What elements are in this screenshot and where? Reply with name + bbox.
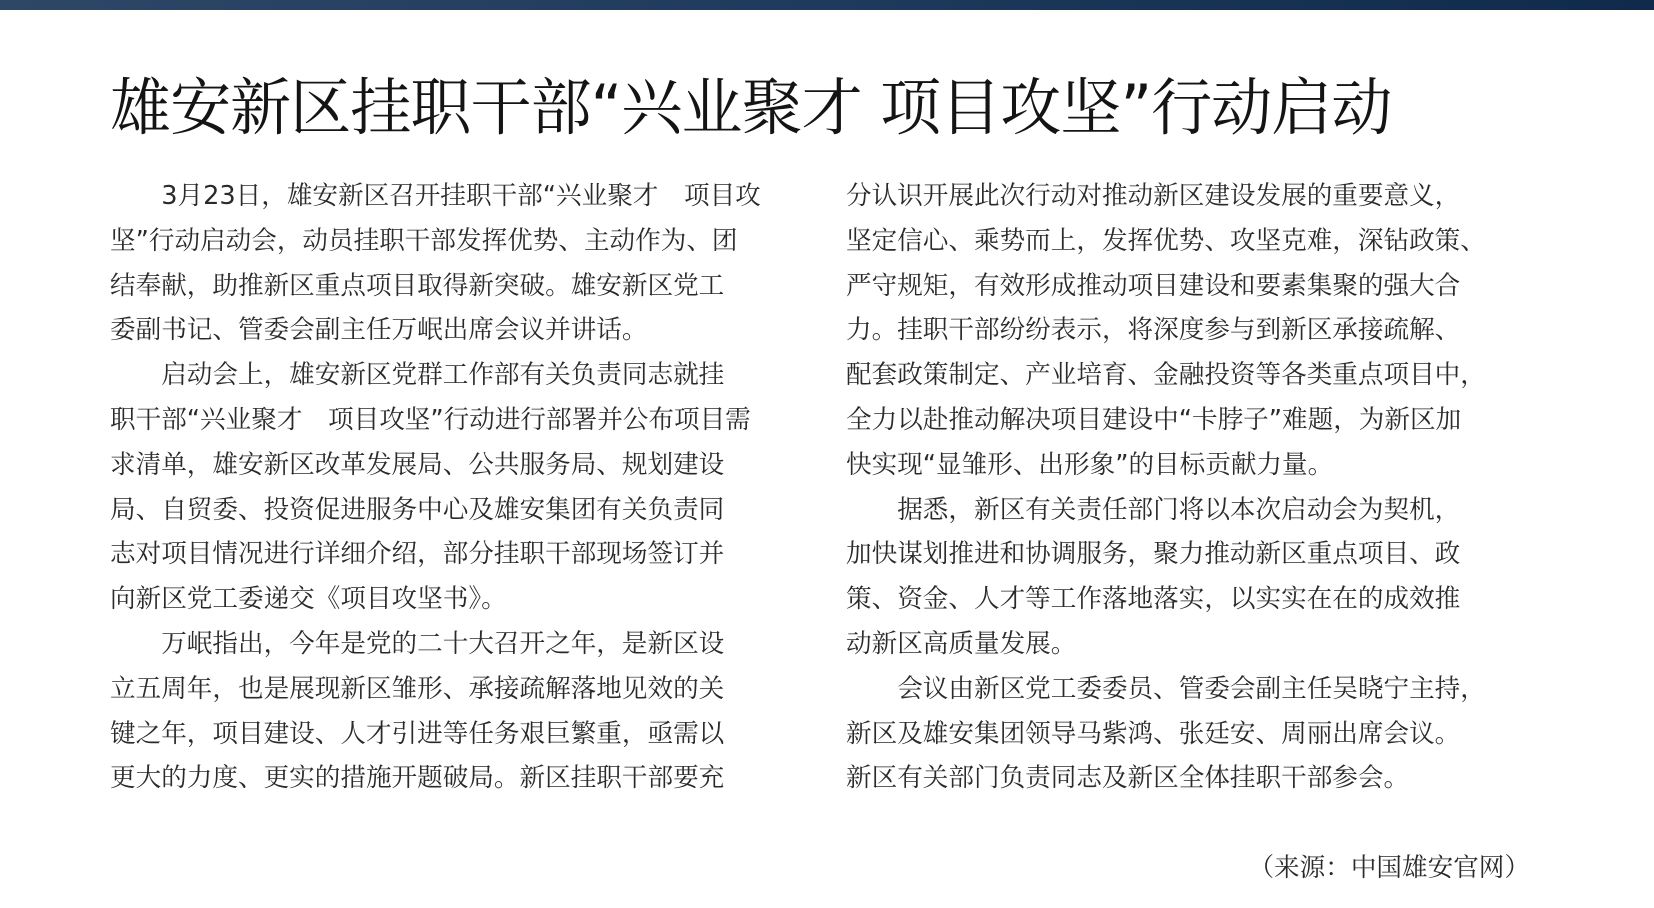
body-line: 志对项目情况进行详细介绍，部分挂职干部现场签订并 [110,539,725,570]
body-line: 据悉，新区有关责任部门将以本次启动会为契机， [846,494,1461,525]
body-line: 3月23日，雄安新区召开挂职干部“兴业聚才 项目攻 [110,181,761,211]
article-source: （来源：中国雄安官网） [1248,853,1530,883]
article-body-right-column [846,174,1546,801]
body-line: 立五周年，也是展现新区雏形、承接疏解落地见效的关 [110,673,725,704]
body-line: 启动会上，雄安新区党群工作部有关负责同志就挂 [110,360,725,391]
body-line: 键之年，项目建设、人才引进等任务艰巨繁重，亟需以 [110,718,725,749]
body-line: 万岷指出，今年是党的二十大召开之年，是新区设 [110,628,725,659]
body-line: 快实现“显雏形、出形象”的目标贡献力量。 [846,449,1334,480]
article-body-left-column [110,174,810,801]
article-title: 雄安新区挂职干部“兴业聚才 项目攻坚”行动启动 [110,71,1392,144]
body-line: 新区有关部门负责同志及新区全体挂职干部参会。 [846,763,1410,794]
body-line: 全力以赴推动解决项目建设中“卡脖子”难题，为新区加 [846,404,1462,435]
body-line: 力。挂职干部纷纷表示，将深度参与到新区承接疏解、 [846,315,1461,346]
body-line: 新区及雄安集团领导马紫鸿、张廷安、周丽出席会议。 [846,718,1461,749]
body-line: 坚定信心、乘势而上，发挥优势、攻坚克难，深钻政策、 [846,225,1486,256]
body-line: 配套政策制定、产业培育、金融投资等各类重点项目中， [846,360,1486,391]
body-line: 局、自贸委、投资促进服务中心及雄安集团有关负责同 [110,494,725,525]
body-line: 动新区高质量发展。 [846,628,1077,659]
body-line: 职干部“兴业聚才 项目攻坚”行动进行部署并公布项目需 [110,404,751,435]
body-line: 更大的力度、更实的措施开题破局。新区挂职干部要充 [110,763,725,794]
body-line: 加快谋划推进和协调服务，聚力推动新区重点项目、政 [846,539,1461,570]
body-line: 结奉献，助推新区重点项目取得新突破。雄安新区党工 [110,270,725,301]
body-line: 坚”行动启动会，动员挂职干部发挥优势、主动作为、团 [110,225,738,256]
top-accent-bar [0,0,1654,10]
body-line: 会议由新区党工委委员、管委会副主任吴晓宁主持， [846,673,1486,704]
body-line: 策、资金、人才等工作落地落实，以实实在在的成效推 [846,584,1461,615]
body-line: 求清单，雄安新区改革发展局、公共服务局、规划建设 [110,449,725,480]
body-line: 向新区党工委递交《项目攻坚书》。 [110,584,507,615]
body-line: 严守规矩，有效形成推动项目建设和要素集聚的强大合 [846,270,1461,301]
body-line: 分认识开展此次行动对推动新区建设发展的重要意义， [846,181,1461,211]
body-line: 委副书记、管委会副主任万岷出席会议并讲话。 [110,315,648,346]
